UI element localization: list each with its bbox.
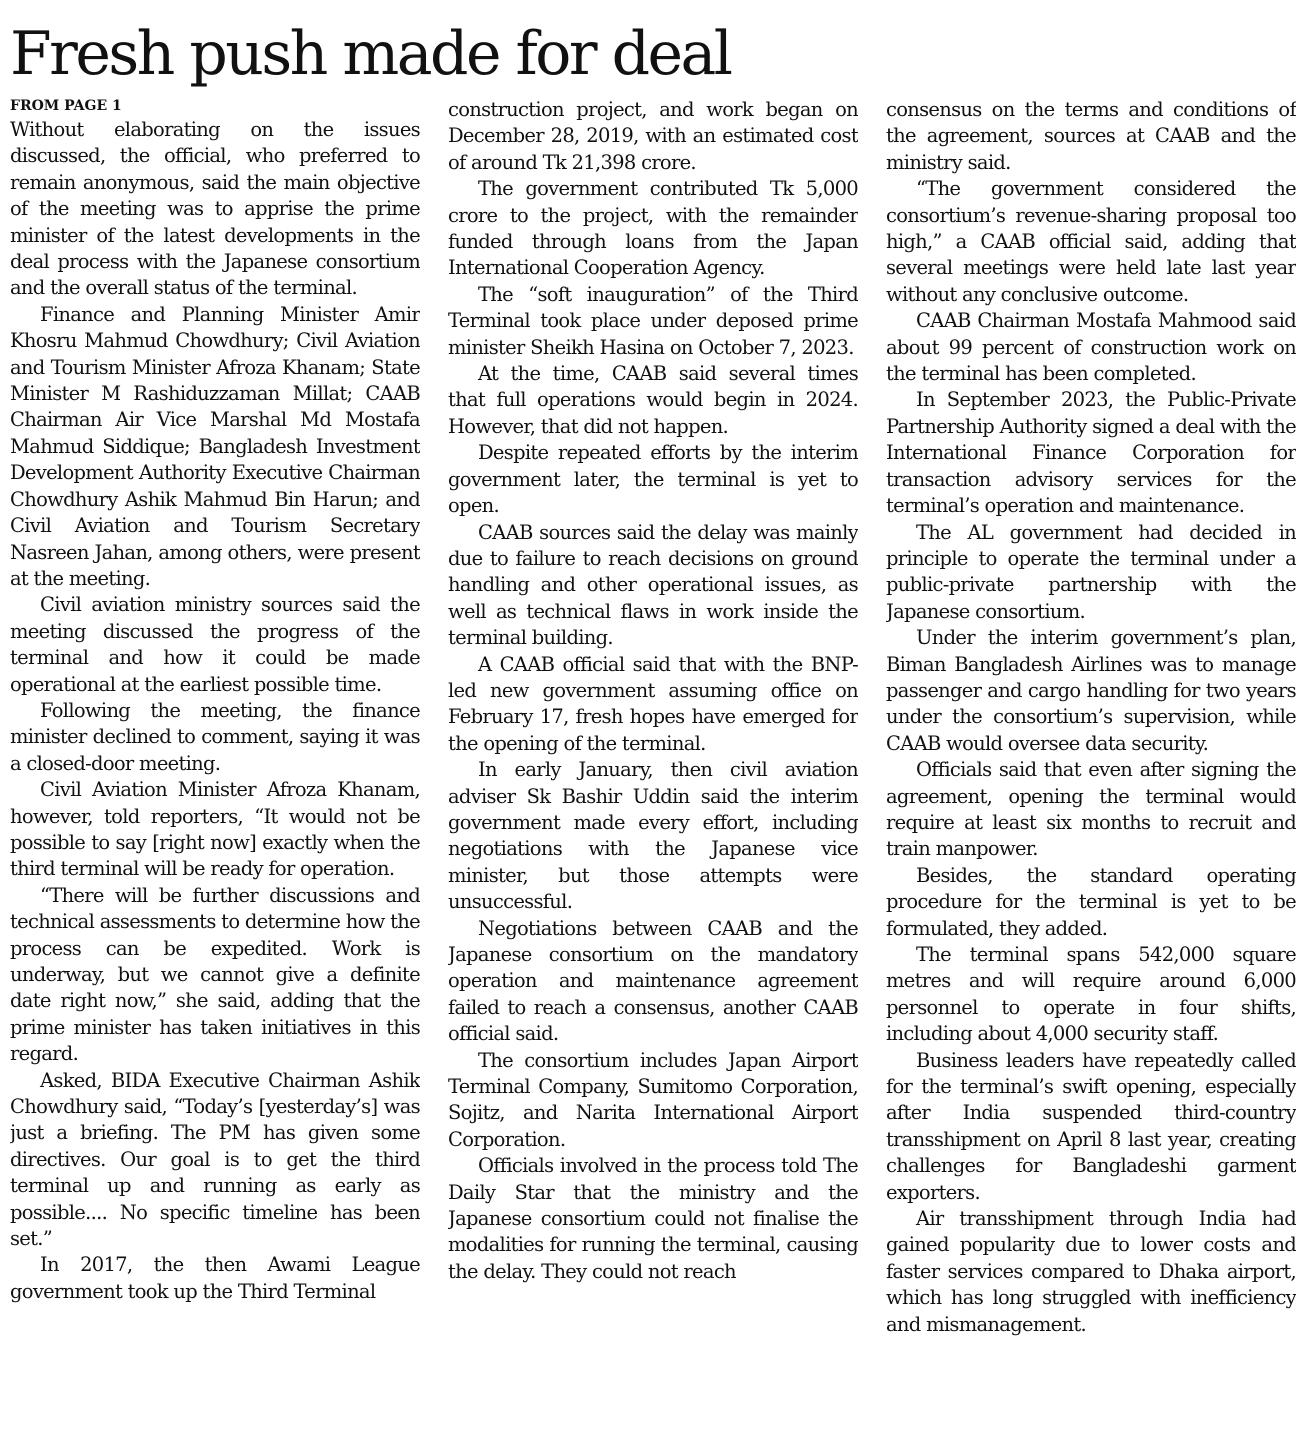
paragraph: In 2017, the then Awami League government took up the Third Terminal bbox=[10, 1253, 420, 1303]
article-body bbox=[10, 97, 1296, 1422]
paragraph: “There will be further discussions and technical assessments to determine how the process can be expedited. Work is underway, but we cannot give a definite date right now,” she said, adding that the prime minister has taken initiatives in this regard. bbox=[10, 883, 420, 1066]
paragraph: Asked, BIDA Executive Chairman Ashik Chowdhury said, “Today’s [yesterday’s] was just a briefing. The PM has given some directives. Our goal is to get the third terminal up and running as early as possible.... No specific timeline has been set.” bbox=[10, 1068, 420, 1251]
paragraph: Civil aviation ministry sources said the meeting discussed the progress of the terminal and how it could be made operational at the earliest possible time. bbox=[10, 593, 420, 696]
paragraph: The terminal spans 542,000 square metres and will require around 6,000 personnel to operate in four shifts, including about 4,000 security staff. bbox=[886, 943, 1296, 1046]
paragraph: Despite repeated efforts by the interim government later, the terminal is yet to open. bbox=[448, 441, 858, 518]
paragraph: In early January, then civil aviation adviser Sk Bashir Uddin said the interim government made every effort, including negotiations with the Japanese vice minister, but those attempts were unsuccessful. bbox=[448, 758, 858, 914]
paragraph-continued: consensus on the terms and conditions of the agreement, sources at CAAB and the ministry said. bbox=[886, 98, 1296, 174]
article-column-3 bbox=[886, 97, 1296, 1422]
paragraph: A CAAB official said that with the BNP-led new government assuming office on February 17, fresh hopes have emerged for the opening of the terminal. bbox=[448, 652, 858, 755]
paragraph: Officials involved in the process told The Daily Star that the ministry and the Japanese consortium could not finalise the modalities for running the terminal, causing the delay. They could not reach bbox=[448, 1154, 858, 1283]
paragraph: The government contributed Tk 5,000 crore to the project, with the remainder funded through loans from the Japan International Cooperation Agency. bbox=[448, 177, 858, 280]
paragraph: The AL government had decided in principle to operate the terminal under a public-private partnership with the Japanese consortium. bbox=[886, 520, 1296, 623]
paragraph: Besides, the standard operating procedure for the terminal is yet to be formulated, they added. bbox=[886, 863, 1296, 940]
paragraph: In September 2023, the Public-Private Partnership Authority signed a deal with the International Finance Corporation for transaction advisory services for the terminal’s operation and maintenance. bbox=[886, 388, 1296, 518]
paragraph: “The government considered the consortium’s revenue-sharing proposal too high,” a CAAB official said, adding that several meetings were held late last year without any conclusive outcome. bbox=[886, 177, 1296, 306]
paragraph-continued: construction project, and work began on December 28, 2019, with an estimated cost of around Tk 21,398 crore. bbox=[448, 98, 858, 174]
paragraph: Business leaders have repeatedly called for the terminal’s swift opening, especially after India suspended third-country transshipment on April 8 last year, creating challenges for Bangladeshi garment exporters. bbox=[886, 1048, 1296, 1204]
paragraph: The “soft inauguration” of the Third Terminal took place under deposed prime minister Sheikh Hasina on October 7, 2023. bbox=[448, 282, 858, 359]
paragraph: Without elaborating on the issues discussed, the official, who preferred to remain anonymous, said the main objective of the meeting was to apprise the prime minister of the latest developments in the deal process with the Japanese consortium and the overall status of the terminal. bbox=[10, 118, 420, 300]
continuation-kicker: FROM PAGE 1 bbox=[10, 98, 122, 114]
paragraph: The consortium includes Japan Airport Terminal Company, Sumitomo Corporation, Sojitz, and Narita International Airport Corporation. bbox=[448, 1048, 858, 1151]
paragraph: Following the meeting, the finance minister declined to comment, saying it was a closed-door meeting. bbox=[10, 698, 420, 775]
paragraph: At the time, CAAB said several times that full operations would begin in 2024. However, that did not happen. bbox=[448, 362, 858, 438]
paragraph: Finance and Planning Minister Amir Khosru Mahmud Chowdhury; Civil Aviation and Tourism Minister Afroza Khanam; State Minister M Rashiduzzaman Millat; CAAB Chairman Air Vice Marshal Md Mostafa Mahmud Siddique; Bangladesh Investment Development Authority Executive Chairman Chowdhury Ashik Mahmud Bin Harun; and Civil Aviation and Tourism Secretary Nasreen Jahan, among others, were present at the meeting. bbox=[10, 302, 420, 590]
article-column-1 bbox=[10, 97, 420, 1422]
paragraph: Under the interim government’s plan, Biman Bangladesh Airlines was to manage passenger and cargo handling for two years under the consortium’s supervision, while CAAB would oversee data security. bbox=[886, 626, 1296, 755]
paragraph: CAAB sources said the delay was mainly due to failure to reach decisions on ground handling and other operational issues, as well as technical flaws in work inside the terminal building. bbox=[448, 520, 858, 650]
paragraph: Air transshipment through India had gained popularity due to lower costs and faster services compared to Dhaka airport, which has long struggled with inefficiency and mismanagement. bbox=[886, 1207, 1296, 1336]
paragraph: Negotiations between CAAB and the Japanese consortium on the mandatory operation and maintenance agreement failed to reach a consensus, another CAAB official said. bbox=[448, 916, 858, 1046]
paragraph: Officials said that even after signing the agreement, opening the terminal would require at least six months to recruit and train manpower. bbox=[886, 758, 1296, 861]
article-headline: Fresh push made for deal bbox=[10, 19, 731, 89]
paragraph: Civil Aviation Minister Afroza Khanam, however, told reporters, “It would not be possible to say [right now] exactly when the third terminal will be ready for operation. bbox=[10, 778, 420, 881]
paragraph: CAAB Chairman Mostafa Mahmood said about 99 percent of construction work on the terminal has been completed. bbox=[886, 309, 1296, 386]
article-column-2 bbox=[448, 97, 858, 1422]
